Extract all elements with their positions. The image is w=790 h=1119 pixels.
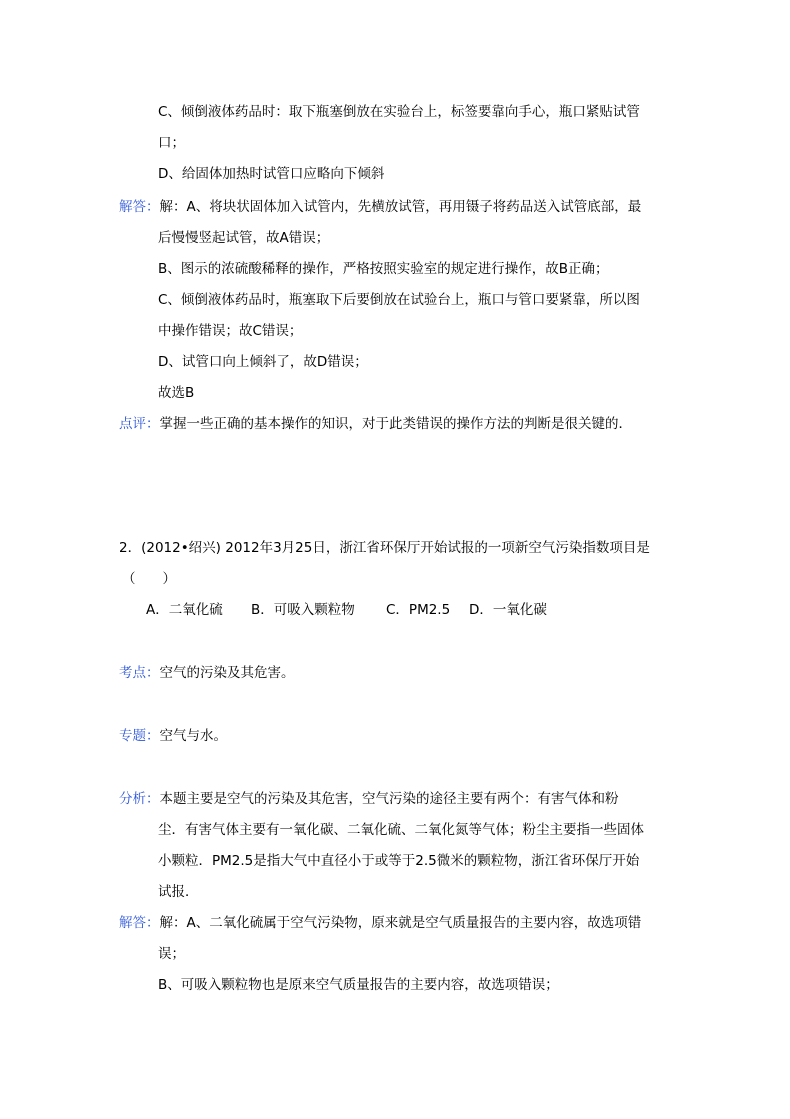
q1-option-c-cont: 口； [158,135,185,151]
q2-option-b: B．可吸入颗粒物 [251,602,355,618]
q2-question: 2．(2012•绍兴) 2012年3月25日，浙江省环保厅开始试报的一项新空气污染指数项目是 [119,540,650,556]
q2-kaodian-label: 考点： [119,665,160,681]
q2-kaodian: 空气的污染及其危害。 [159,665,295,681]
q1-answer-c: C、倾倒液体药品时，瓶塞取下后要倒放在试验台上，瓶口与管口要紧靠，所以图 [158,292,640,308]
q2-analysis-4: 试报． [158,884,199,900]
q2-analysis-2: 尘．有害气体主要有一氧化碳、二氧化硫、二氧化氮等气体；粉尘主要指一些固体 [158,822,644,838]
q2-option-c: C．PM2.5 [386,602,451,618]
q2-answer-label: 解答： [119,915,160,931]
q2-kaodian-row [119,663,295,683]
q1-answer-d: D、试管口向上倾斜了，故D错误； [158,354,368,370]
q2-answer-a: 解：A、二氧化硫属于空气污染物，原来就是空气质量报告的主要内容，故选项错 [159,915,642,931]
q1-option-c: C、倾倒液体药品时：取下瓶塞倒放在实验台上，标签要靠向手心，瓶口紧贴试管 [158,104,640,120]
q2-blank: （ ） [122,571,176,587]
q2-answer-a-cont: 误； [158,946,185,962]
q2-analysis-row [119,789,619,809]
q2-zhuanti-label: 专题： [119,728,160,744]
q1-comment-label: 点评： [119,416,160,432]
q2-options [146,600,547,620]
q1-answer-b: B、图示的浓硫酸稀释的操作，严格按照实验室的规定进行操作，故B正确； [158,261,609,277]
q2-answer-row [119,913,641,933]
q1-comment: 掌握一些正确的基本操作的知识，对于此类错误的操作方法的判断是很关键的． [159,416,632,432]
q2-zhuanti-row [119,726,227,746]
q2-option-d: D．一氧化碳 [469,602,547,618]
q1-answer-row [119,197,641,217]
q1-option-d: D、给固体加热时试管口应略向下倾斜 [158,166,385,182]
q1-answer-a: 解：A、将块状固体加入试管内，先横放试管，再用镊子将药品送入试管底部，最 [159,199,642,215]
q1-answer-choice: 故选B [158,385,195,401]
q2-analysis-label: 分析： [119,791,160,807]
q2-answer-b: B、可吸入颗粒物也是原来空气质量报告的主要内容，故选项错误； [158,977,559,993]
q2-zhuanti: 空气与水。 [159,728,227,744]
q1-answer-label: 解答： [119,199,160,215]
q2-option-a: A．二氧化硫 [146,602,223,618]
q1-answer-a-cont: 后慢慢竖起试管，故A错误； [158,230,330,246]
q2-analysis-1: 本题主要是空气的污染及其危害，空气污染的途径主要有两个：有害气体和粉 [159,791,619,807]
q1-answer-c-cont: 中操作错误；故C错误； [158,323,303,339]
q2-analysis-3: 小颗粒．PM2.5是指大气中直径小于或等于2.5微米的颗粒物，浙江省环保厅开始 [158,853,640,869]
q1-comment-row [119,414,632,434]
